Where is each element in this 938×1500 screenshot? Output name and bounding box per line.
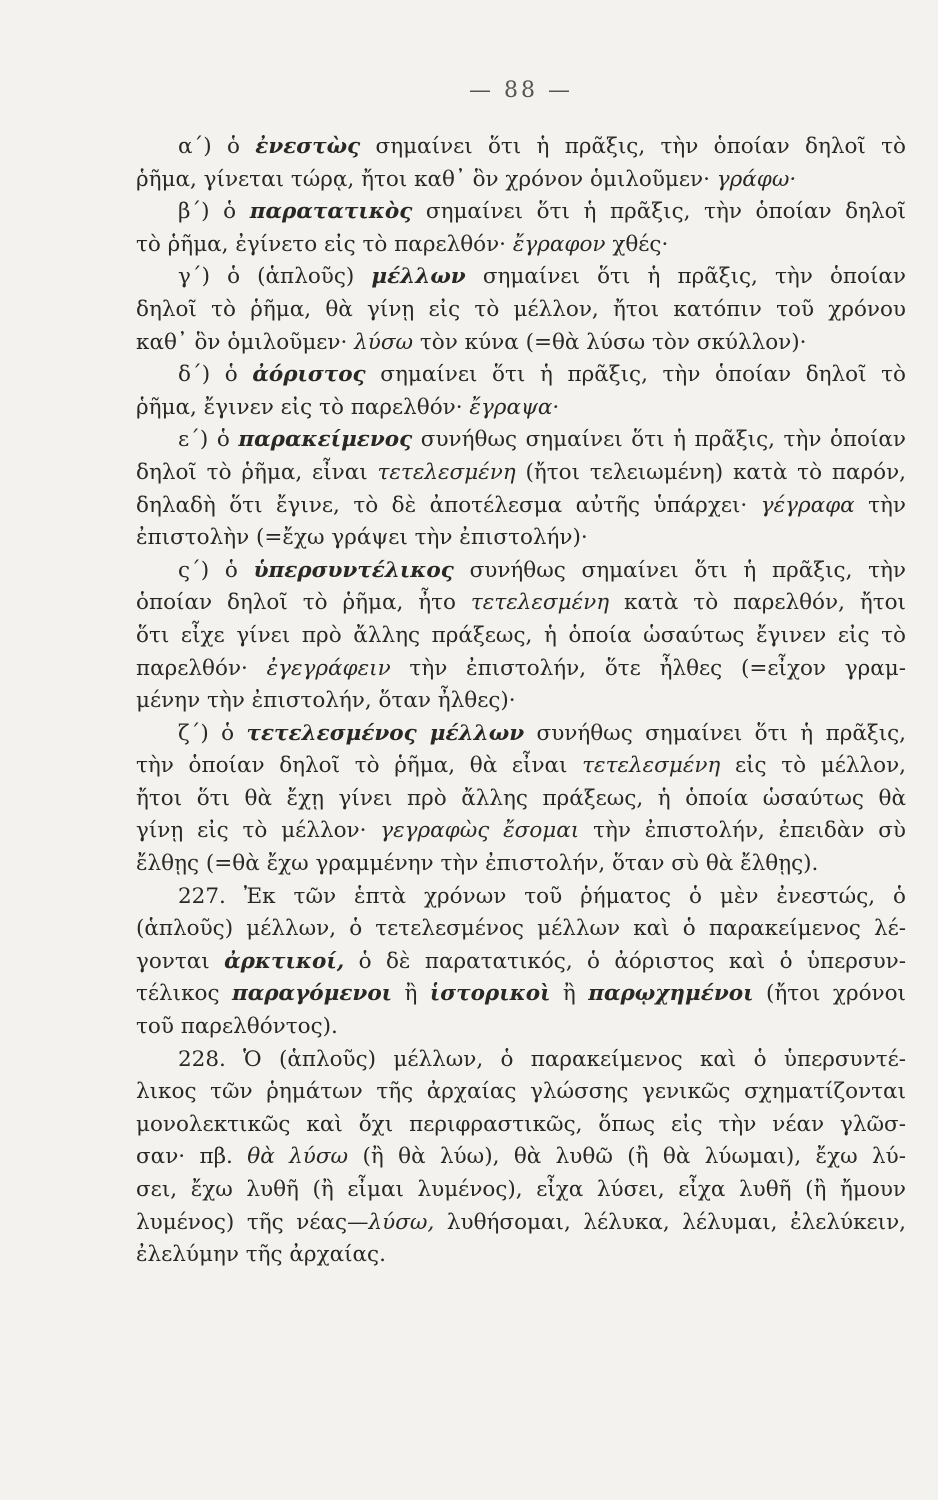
text-segment: ὅτι εἶχε γίνει πρὸ ἄλλης πράξεως, ἡ ὁποία ὡσαύτως ἔγινεν εἰς τὸ bbox=[136, 622, 906, 648]
body-text bbox=[136, 131, 906, 1272]
text-segment: δ΄) ὁ bbox=[178, 362, 253, 388]
emphasized-term: παρατατικὸς bbox=[249, 199, 413, 225]
text-segment: συνήθως σημαίνει ὅτι ἡ πρᾶξις, bbox=[524, 720, 906, 746]
text-line bbox=[136, 327, 906, 360]
text-line bbox=[136, 457, 906, 490]
text-segment: τὴν bbox=[854, 492, 906, 518]
text-segment: χθές· bbox=[605, 231, 669, 257]
text-line bbox=[136, 783, 906, 816]
text-line bbox=[136, 229, 906, 262]
emphasized-term: ὑπερσυντέλικος bbox=[253, 557, 454, 583]
emphasized-term: ἱστορικοὶ bbox=[429, 981, 551, 1007]
emphasized-term: παρῳχημένοι bbox=[588, 981, 754, 1007]
text-line bbox=[136, 718, 906, 751]
text-line bbox=[136, 490, 906, 523]
emphasized-term: ἐνεστὼς bbox=[255, 134, 361, 159]
text-segment: ἐλελύμην τῆς ἀρχαίας. bbox=[136, 1242, 386, 1268]
text-segment: σημαίνει ὅτι ἡ πρᾶξις, τὴν ὁποίαν δηλοῖ τὸ bbox=[360, 134, 906, 159]
text-segment: ἢ bbox=[550, 981, 589, 1007]
text-segment: ς΄) ὁ bbox=[178, 557, 254, 583]
text-line bbox=[136, 131, 906, 164]
text-line bbox=[136, 685, 906, 718]
example-text: τετελεσμένη bbox=[582, 753, 721, 779]
text-segment: σαν· πβ. bbox=[136, 1144, 248, 1170]
text-segment: 228. Ὁ (ἁπλοῦς) μέλλων, ὁ παρακείμενος καὶ ὁ ὑπερσυντέ- bbox=[178, 1046, 906, 1072]
text-segment: (ἤτοι χρόνοι bbox=[753, 981, 906, 1007]
text-segment: σημαίνει ὅτι ἡ πρᾶξις, τὴν ὁποίαν δηλοῖ τὸ bbox=[365, 362, 906, 388]
example-text: γεγραφὼς ἔσομαι bbox=[380, 818, 580, 844]
text-line bbox=[136, 815, 906, 848]
text-segment: τὴν ἐπιστολήν, ἐπειδὰν σὺ bbox=[579, 818, 906, 844]
text-segment: ἐπιστολὴν (=ἔχω γράψει τὴν ἐπιστολήν)· bbox=[136, 525, 588, 551]
text-segment: γονται bbox=[136, 948, 225, 974]
text-segment: λυθήσομαι, λέλυκα, λέλυμαι, ἐλελύκειν, bbox=[434, 1209, 906, 1235]
example-text: τετελεσμένη bbox=[377, 459, 516, 485]
text-segment: γίνῃ εἰς τὸ μέλλον· bbox=[136, 818, 381, 844]
emphasized-term: παραγόμενοι bbox=[231, 981, 393, 1007]
text-segment: τοῦ παρελθόντος). bbox=[136, 1014, 338, 1040]
text-segment: παρελθόν· bbox=[136, 655, 267, 681]
text-segment: λικος τῶν ῥημάτων τῆς ἀρχαίας γλώσσης γενικῶς σχηματίζονται bbox=[136, 1079, 906, 1105]
text-segment: δηλοῖ τὸ ῥῆμα, θὰ γίνῃ εἰς τὸ μέλλον, ἤτοι κατόπιν τοῦ χρόνου bbox=[136, 296, 906, 322]
emphasized-term: τετελεσμένος μέλλων bbox=[246, 720, 525, 746]
text-segment: τὴν ἐπιστολήν, ὅτε ἦλθες (=εἶχον γραμ- bbox=[390, 655, 906, 681]
text-line bbox=[136, 1239, 906, 1272]
text-line bbox=[136, 1174, 906, 1207]
text-line bbox=[136, 196, 906, 229]
text-line bbox=[136, 1076, 906, 1109]
example-text: τετελεσμένη bbox=[470, 590, 610, 616]
text-line bbox=[136, 1109, 906, 1142]
text-line bbox=[136, 750, 906, 783]
text-segment: κατὰ τὸ παρελθόν, ἤτοι bbox=[609, 590, 906, 616]
text-segment: τὸν κύνα (=θὰ λύσω τὸν σκύλλον)· bbox=[413, 329, 807, 355]
text-segment: β΄) ὁ bbox=[178, 199, 250, 225]
text-segment: σημαίνει ὅτι ἡ πρᾶξις, τὴν ὁποίαν δηλοῖ bbox=[412, 199, 906, 225]
example-text: γράφω· bbox=[716, 166, 797, 192]
text-line bbox=[136, 1207, 906, 1240]
text-segment: α΄) ὁ bbox=[178, 134, 256, 159]
text-segment: ῥῆμα, γίνεται τώρᾳ, ἤτοι καθ᾽ ὃν χρόνον ὁμιλοῦμεν· bbox=[136, 166, 717, 192]
example-text: θὰ λύσω bbox=[247, 1144, 349, 1170]
text-line bbox=[136, 359, 906, 392]
text-line bbox=[136, 164, 906, 197]
text-segment: τέλικος bbox=[136, 981, 232, 1007]
example-text: λύσω bbox=[354, 329, 414, 355]
text-segment: καθ᾽ ὃν ὁμιλοῦμεν· bbox=[136, 329, 355, 355]
text-segment: (ἢ θὰ λύω), θὰ λυθῶ (ἢ θὰ λύωμαι), ἔχω λύ- bbox=[348, 1144, 906, 1170]
example-text: γέγραφα bbox=[760, 492, 855, 518]
page-number: — 88 — bbox=[469, 78, 573, 103]
example-text: λύσω, bbox=[368, 1209, 435, 1235]
text-segment: μονολεκτικῶς καὶ ὄχι περιφραστικῶς, ὅπως εἰς τὴν νέαν γλῶσ- bbox=[136, 1111, 906, 1137]
text-segment: τὴν ὁποίαν δηλοῖ τὸ ῥῆμα, θὰ εἶναι bbox=[136, 753, 583, 779]
text-segment: γ΄) ὁ (ἁπλοῦς) bbox=[178, 264, 372, 290]
text-segment: (ἁπλοῦς) μέλλων, ὁ τετελεσμένος μέλλων καὶ ὁ παρακείμενος λέ- bbox=[136, 916, 906, 942]
emphasized-term: ἀρκτικοί, bbox=[224, 948, 345, 974]
text-line bbox=[136, 1011, 906, 1044]
text-line bbox=[136, 848, 906, 881]
text-segment: ὁποίαν δηλοῖ τὸ ῥῆμα, ἦτο bbox=[136, 590, 471, 616]
emphasized-term: μέλλων bbox=[371, 264, 466, 290]
text-segment: συνήθως σημαίνει ὅτι ἡ πρᾶξις, τὴν bbox=[453, 557, 906, 583]
text-line bbox=[136, 913, 906, 946]
text-segment: εἰς τὸ μέλλον, bbox=[720, 753, 906, 779]
text-segment: ῥῆμα, ἔγινεν εἰς τὸ παρελθόν· bbox=[136, 394, 470, 420]
text-segment: ε΄) ὁ bbox=[178, 427, 239, 453]
text-line bbox=[136, 522, 906, 555]
emphasized-term: παρακείμενος bbox=[238, 427, 413, 453]
text-line bbox=[136, 392, 906, 425]
text-line bbox=[136, 294, 906, 327]
text-segment: σημαίνει ὅτι ἡ πρᾶξις, τὴν ὁποίαν bbox=[465, 264, 906, 290]
emphasized-term: ἀόριστος bbox=[252, 362, 366, 388]
text-line bbox=[136, 653, 906, 686]
text-segment: ὁ δὲ παρατατικός, ὁ ἀόριστος καὶ ὁ ὑπερσυν- bbox=[344, 948, 906, 974]
text-line bbox=[136, 424, 906, 457]
text-line bbox=[136, 587, 906, 620]
text-line bbox=[136, 555, 906, 588]
text-line bbox=[136, 1044, 906, 1077]
text-segment: (ἤτοι τελειωμένη) κατὰ τὸ παρόν, bbox=[515, 459, 906, 485]
example-text: ἔγραψα· bbox=[469, 394, 560, 420]
text-line bbox=[136, 946, 906, 979]
text-segment: δηλοῖ τὸ ῥῆμα, εἶναι bbox=[136, 459, 378, 485]
text-line bbox=[136, 1141, 906, 1174]
example-text: ἐγεγράφειν bbox=[266, 655, 391, 681]
text-line bbox=[136, 978, 906, 1011]
text-line bbox=[136, 261, 906, 294]
text-segment: λυμένος) τῆς νέας— bbox=[136, 1209, 369, 1235]
text-segment: ἔλθῃς (=θὰ ἔχω γραμμένην τὴν ἐπιστολήν, ὅταν σὺ θὰ ἔλθῃς). bbox=[136, 851, 819, 877]
text-segment: τὸ ῥῆμα, ἐγίνετο εἰς τὸ παρελθόν· bbox=[136, 231, 513, 257]
text-segment: ἢ bbox=[392, 981, 430, 1007]
text-line bbox=[136, 620, 906, 653]
text-segment: 227. Ἐκ τῶν ἑπτὰ χρόνων τοῦ ῥήματος ὁ μὲν ἐνεστώς, ὁ bbox=[178, 883, 906, 909]
text-segment: συνήθως σημαίνει ὅτι ἡ πρᾶξις, τὴν ὁποίαν bbox=[412, 427, 906, 453]
text-segment: ζ΄) ὁ bbox=[178, 720, 247, 746]
example-text: ἔγραφον bbox=[512, 231, 606, 257]
text-segment: δηλαδὴ ὅτι ἔγινε, τὸ δὲ ἀποτέλεσμα αὐτῆς ὑπάρχει· bbox=[136, 492, 761, 518]
text-segment: σει, ἔχω λυθῆ (ἢ εἶμαι λυμένος), εἶχα λύσει, εἶχα λυθῆ (ἢ ἤμουν bbox=[136, 1177, 906, 1202]
text-segment: μένην τὴν ἐπιστολήν, ὅταν ἦλθες)· bbox=[136, 688, 516, 714]
text-segment: ἤτοι ὅτι θὰ ἔχῃ γίνει πρὸ ἄλλης πράξεως, ἡ ὁποία ὡσαύτως θὰ bbox=[136, 785, 906, 811]
text-line bbox=[136, 881, 906, 914]
